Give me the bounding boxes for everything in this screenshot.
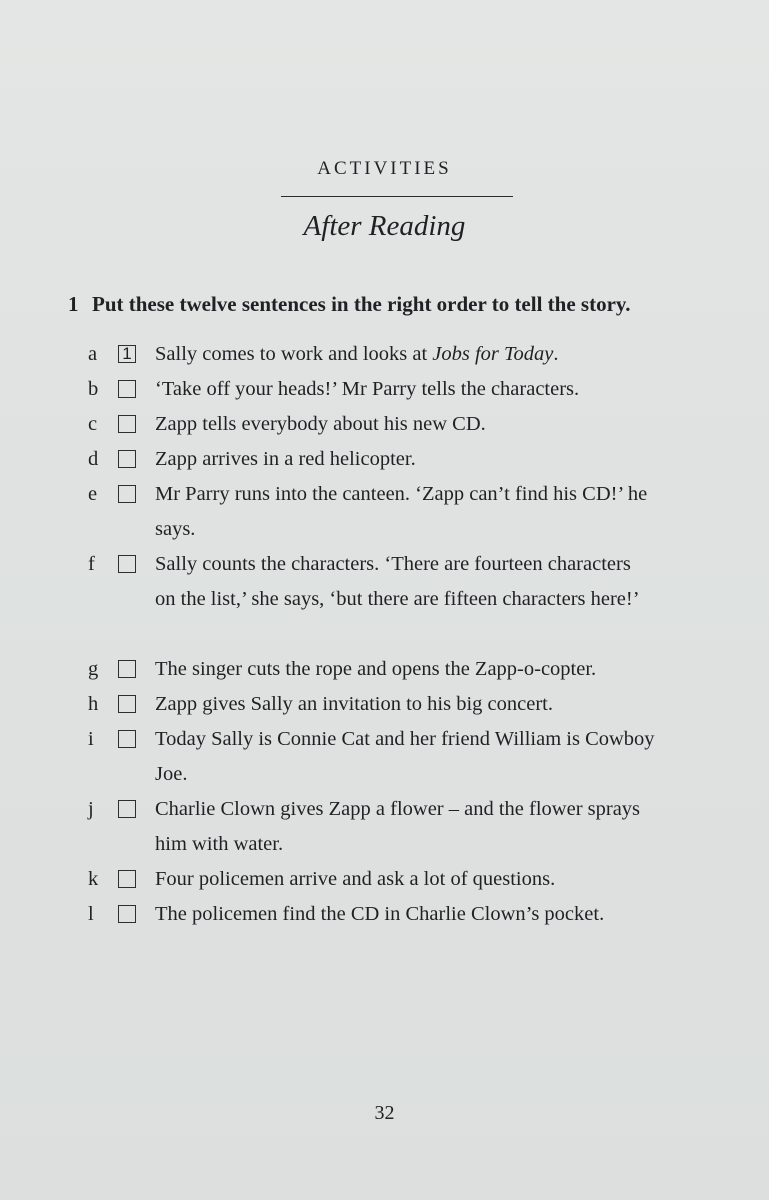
book-title: Jobs for Today <box>432 343 554 365</box>
item-text: The policemen find the CD in Charlie Clown’s pocket. <box>155 903 605 925</box>
answer-box[interactable] <box>118 485 136 503</box>
answer-box[interactable] <box>118 415 136 433</box>
page-number: 32 <box>374 1102 395 1124</box>
heading-rule <box>281 196 513 197</box>
item-letter: c <box>88 413 98 435</box>
item-letter: l <box>88 903 94 925</box>
answer-box[interactable]: 1 <box>118 345 136 363</box>
exercise-instruction <box>68 292 631 317</box>
item-text: Charlie Clown gives Zapp a flower – and the flower sprays him with water. <box>155 798 641 855</box>
answer-box[interactable] <box>118 800 136 818</box>
answer-box[interactable] <box>118 450 136 468</box>
item-letter: g <box>88 658 99 680</box>
item-letter: k <box>88 868 99 890</box>
item-text: Sally comes to work and looks at Jobs for Today. <box>155 343 559 365</box>
item-text: Today Sally is Connie Cat and her friend William is Cowboy Joe. <box>155 728 655 785</box>
answer-box[interactable] <box>118 905 136 923</box>
answer-box[interactable] <box>118 870 136 888</box>
item-letter: h <box>88 693 99 715</box>
item-text: Sally counts the characters. ‘There are fourteen characters on the list,’ she says, ‘but there are fifteen characters here!’ <box>155 553 640 610</box>
exercise-number: 1 <box>68 292 79 316</box>
answer-box[interactable] <box>118 730 136 748</box>
item-letter: i <box>88 728 94 750</box>
answer-box[interactable] <box>118 555 136 573</box>
exercise-instruction-text: Put these twelve sentences in the right order to tell the story. <box>92 292 631 316</box>
item-letter: a <box>88 343 98 365</box>
page-title: After Reading <box>303 210 466 242</box>
item-text: Zapp arrives in a red helicopter. <box>155 448 416 470</box>
item-letter: d <box>88 448 99 470</box>
item-text: Mr Parry runs into the canteen. ‘Zapp can’t find his CD!’ he says. <box>155 483 648 540</box>
item-letter: j <box>88 798 94 820</box>
item-text: Zapp gives Sally an invitation to his big concert. <box>155 693 553 715</box>
answer-box[interactable] <box>118 380 136 398</box>
item-letter: b <box>88 378 99 400</box>
item-text: Zapp tells everybody about his new CD. <box>155 413 486 435</box>
item-letter: f <box>88 553 95 575</box>
answer-box[interactable] <box>118 695 136 713</box>
item-text: ‘Take off your heads!’ Mr Parry tells the characters. <box>155 378 580 400</box>
section-label: ACTIVITIES <box>317 158 452 179</box>
item-letter: e <box>88 483 98 505</box>
item-text: Four policemen arrive and ask a lot of questions. <box>155 868 556 890</box>
answer-box[interactable] <box>118 660 136 678</box>
item-text: The singer cuts the rope and opens the Zapp-o-copter. <box>155 658 597 680</box>
